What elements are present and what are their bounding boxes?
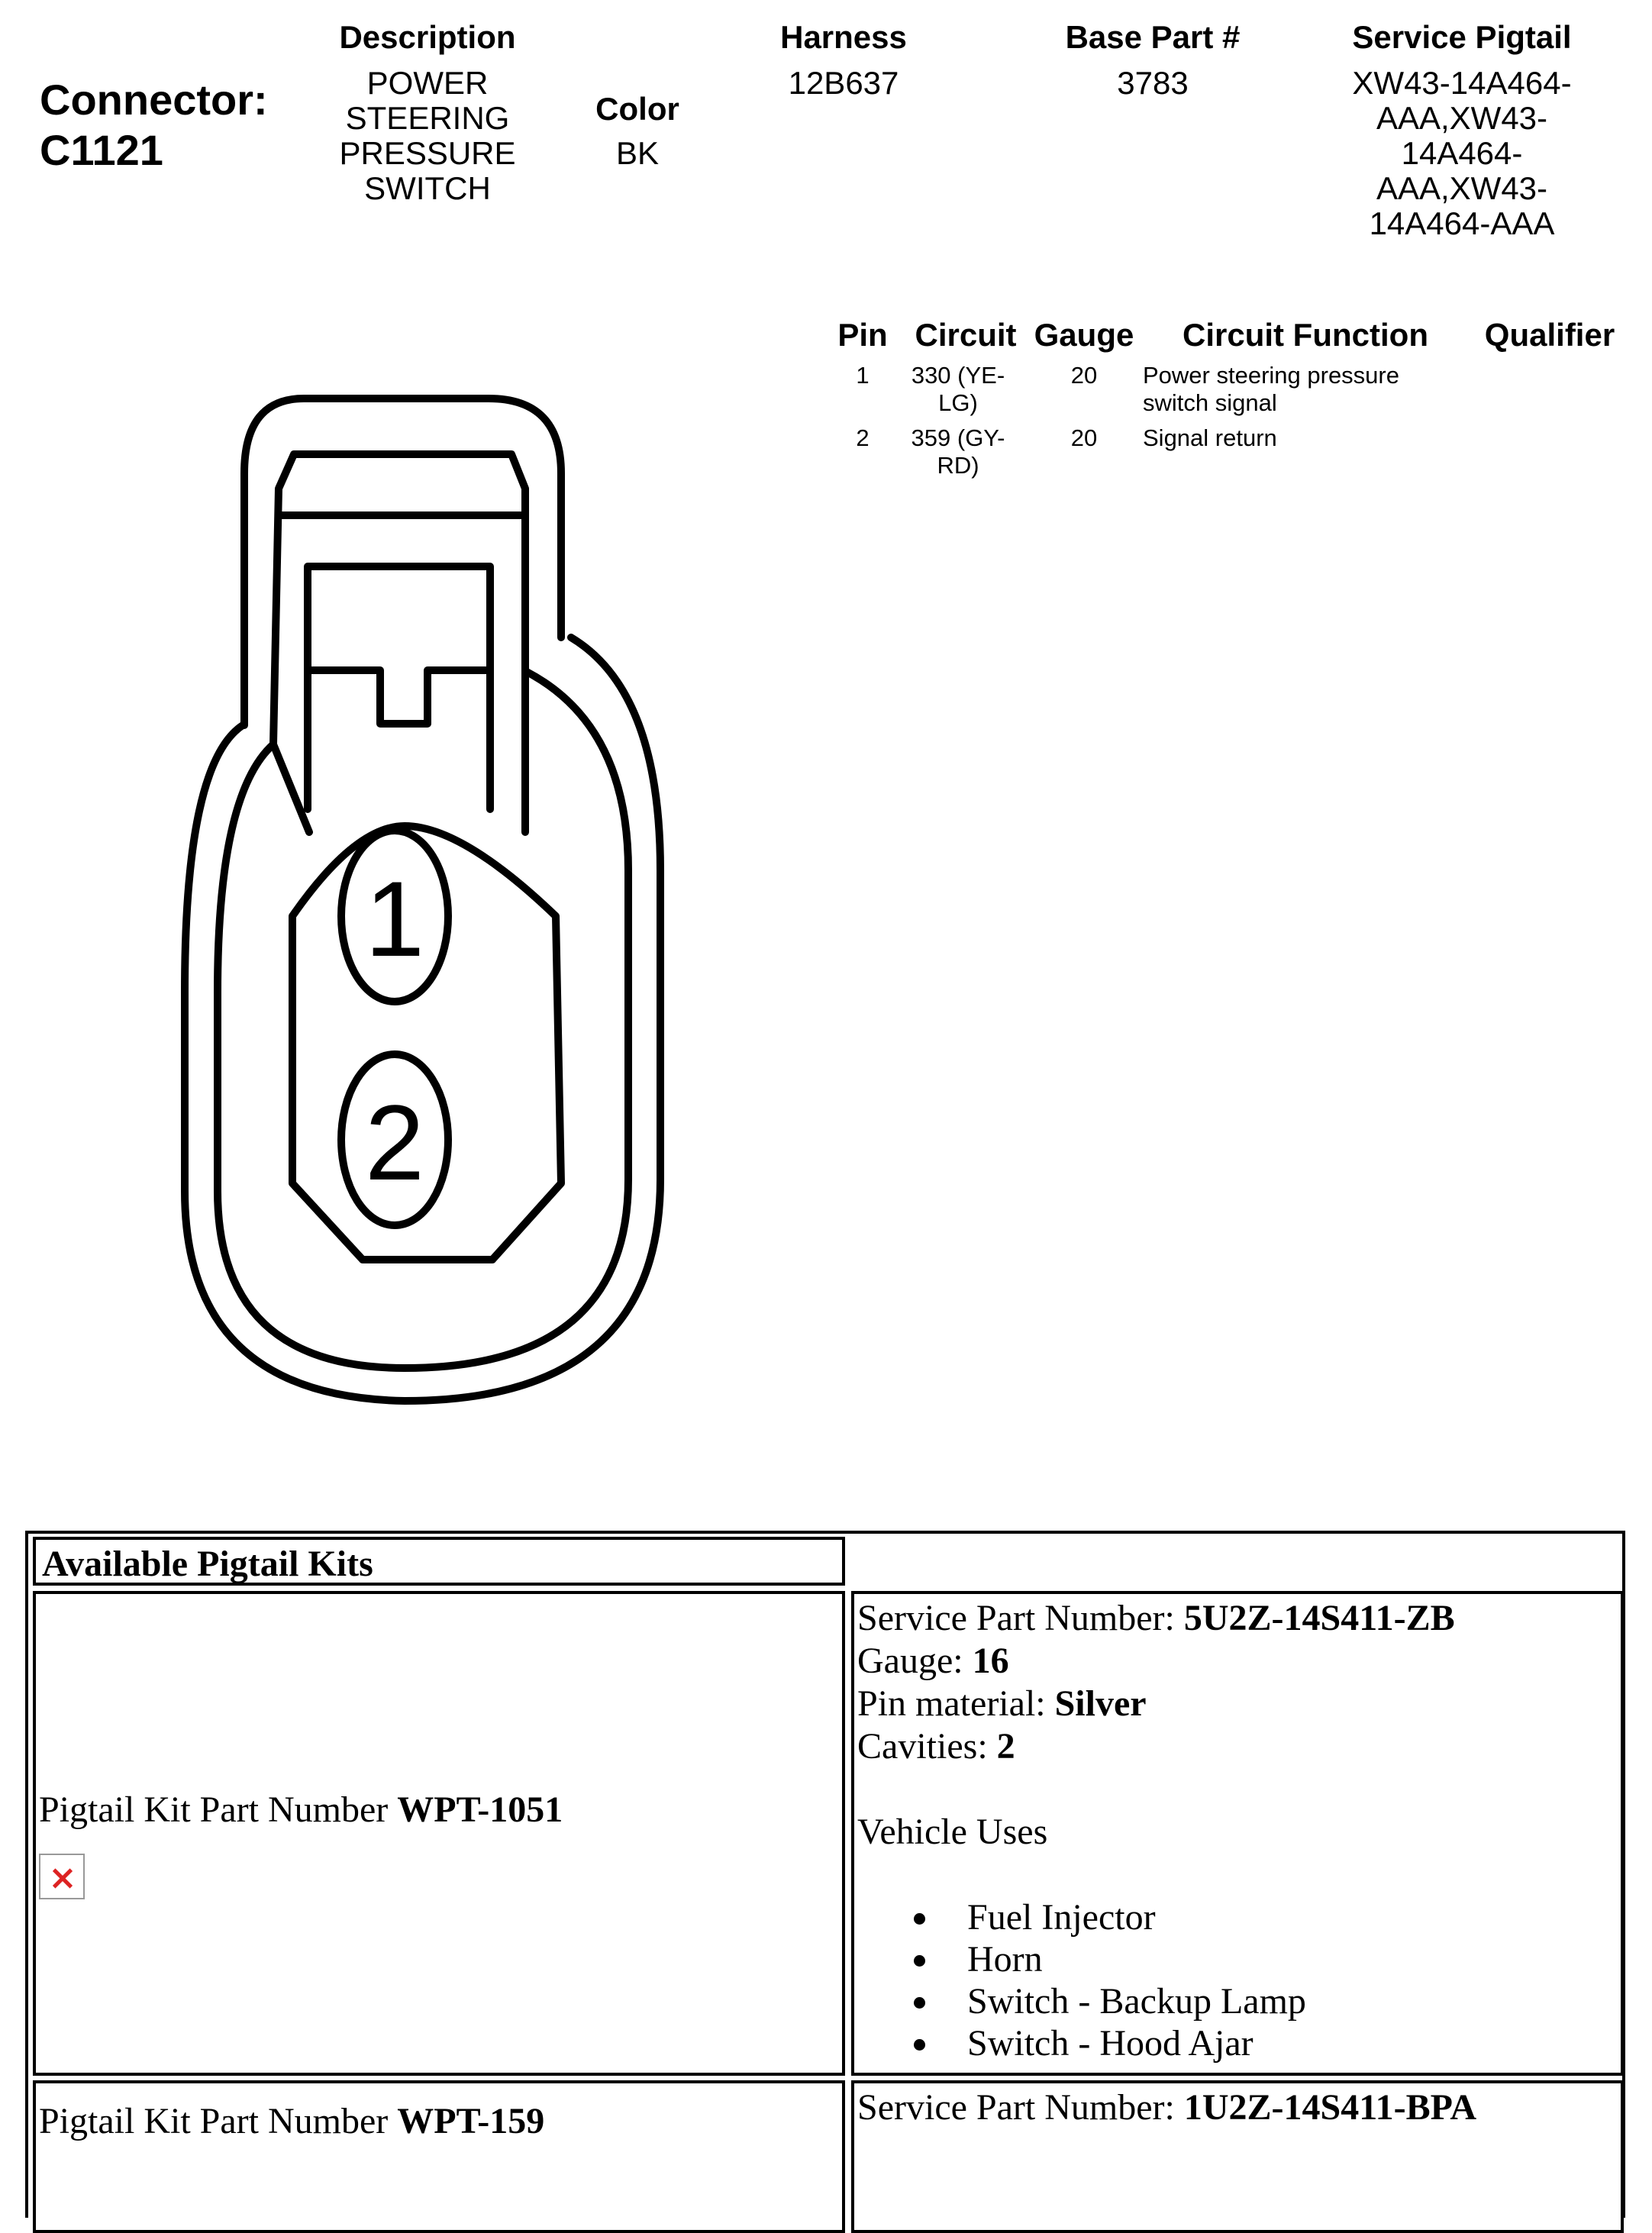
pigtail-kit-details [851, 1591, 1624, 2076]
vehicle-use-item: Horn [914, 1938, 1618, 1980]
pin-number: 2 [856, 424, 870, 451]
pigtail-kit-details [851, 2080, 1624, 2233]
gauge-value: 20 [1070, 424, 1098, 451]
circuit-line: 359 (GY- [911, 424, 1005, 451]
circuit-function-column-header: Circuit Function [1183, 317, 1428, 353]
function-line: Power steering pressure [1143, 362, 1399, 389]
cavities-value: 2 [996, 1726, 1015, 1767]
pin-column-header: Pin [837, 317, 888, 353]
pin-1-label: 1 [365, 859, 424, 979]
color-header: Color [595, 91, 679, 127]
pigtail-kit-part-number [39, 2100, 544, 2143]
pigtail-kits-table [25, 1531, 1625, 2218]
broken-image-icon [39, 1854, 85, 1899]
connector-latch-outline [244, 399, 561, 725]
pigtail-kit-number: WPT-159 [397, 2101, 545, 2141]
pigtail-kit-cell [33, 1591, 845, 2076]
vehicle-use-item: Fuel Injector [914, 1896, 1618, 1938]
pigtail-kit-part-number [39, 1789, 563, 1831]
vehicle-uses-list [914, 1896, 1618, 2064]
circuit-function-value [1143, 424, 1463, 452]
gauge-column-header: Gauge [1034, 317, 1134, 353]
service-part-number [857, 2086, 1618, 2129]
connector-key-notch [308, 670, 490, 724]
service-pigtail-line: AAA,XW43- [1376, 100, 1548, 136]
connector-key-slot [308, 566, 490, 809]
connector-face-diagram [0, 0, 763, 1450]
service-part-value: 1U2Z-14S411-BPA [1183, 2087, 1477, 2128]
pigtail-kit-label: Pigtail Kit Part Number [39, 1789, 398, 1830]
description-line: POWER [366, 65, 489, 101]
pin-material-value: Silver [1054, 1683, 1147, 1724]
service-pigtail-header: Service Pigtail [1352, 19, 1572, 55]
service-pigtail-line: AAA,XW43- [1376, 170, 1548, 206]
service-pigtail-line: XW43-14A464- [1352, 65, 1572, 101]
pigtail-kit-cell [33, 2080, 845, 2233]
description-line: PRESSURE [339, 135, 516, 171]
pin-cavity-outline [292, 826, 561, 1260]
harness-value: 12B637 [788, 65, 899, 101]
harness-header: Harness [780, 19, 907, 55]
description-line: STEERING [345, 100, 510, 136]
service-part-label: Service Part Number: [857, 2087, 1184, 2128]
pigtail-kit-number: WPT-1051 [397, 1789, 563, 1830]
service-pigtail-value [1313, 66, 1611, 241]
base-part-header: Base Part # [1065, 19, 1241, 55]
pigtail-kits-title: Available Pigtail Kits [33, 1537, 845, 1586]
circuit-value [893, 424, 1023, 479]
qualifier-column-header: Qualifier [1484, 317, 1615, 353]
pigtail-kit-label: Pigtail Kit Part Number [39, 2101, 398, 2141]
kit-gauge-value: 16 [972, 1641, 1009, 1681]
kit-gauge-label: Gauge: [857, 1641, 973, 1681]
circuit-line: LG) [938, 389, 978, 416]
service-part-value: 5U2Z-14S411-ZB [1183, 1598, 1455, 1638]
gauge-value: 20 [1070, 362, 1098, 389]
connector-body-outer [185, 637, 660, 1401]
circuit-function-value [1143, 362, 1463, 417]
vehicle-uses-title: Vehicle Uses [857, 1812, 1048, 1852]
vehicle-use-item: Switch - Backup Lamp [914, 1980, 1618, 2022]
cavities [857, 1725, 1618, 1768]
service-part-number [857, 1597, 1618, 1640]
service-part-label: Service Part Number: [857, 1598, 1184, 1638]
function-line: switch signal [1143, 389, 1277, 416]
description-header: Description [339, 19, 516, 55]
base-part-value: 3783 [1117, 65, 1189, 101]
pin-2-label: 2 [365, 1083, 424, 1202]
pin-material [857, 1683, 1618, 1725]
pin-number: 1 [856, 362, 870, 389]
circuit-value [893, 362, 1023, 417]
cavities-label: Cavities: [857, 1726, 997, 1767]
connector-body-inner [218, 672, 628, 1368]
circuit-column-header: Circuit [915, 317, 1017, 353]
service-pigtail-line: 14A464- [1401, 135, 1523, 171]
connector-label-line1: Connector: [40, 76, 268, 124]
circuit-line: RD) [937, 452, 979, 479]
connector-id: C1121 [40, 126, 163, 174]
color-value: BK [615, 135, 660, 171]
function-line: Signal return [1143, 424, 1277, 451]
vehicle-use-item: Switch - Hood Ajar [914, 2022, 1618, 2064]
circuit-line: 330 (YE- [911, 362, 1005, 389]
pin-material-label: Pin material: [857, 1683, 1055, 1724]
service-pigtail-line: 14A464-AAA [1369, 205, 1555, 241]
description-line: SWITCH [364, 170, 491, 206]
kit-gauge [857, 1640, 1618, 1683]
